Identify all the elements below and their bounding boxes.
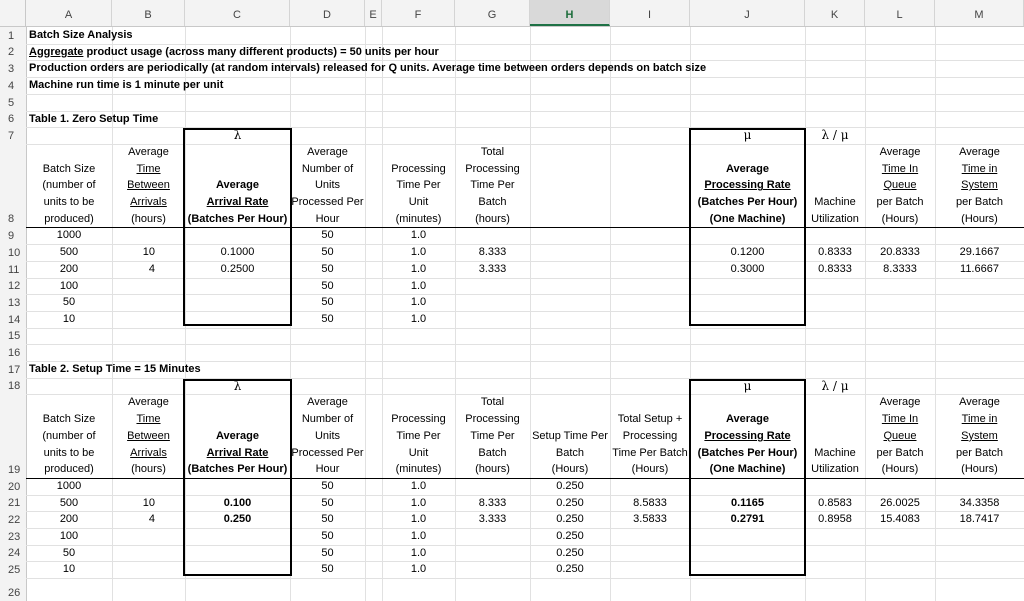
table2-utilization-cell: 0.8958	[818, 513, 852, 526]
table1-avg-time-between-arrivals-line: Average	[128, 145, 169, 158]
table1-avg-units-processed-line: Units	[314, 179, 341, 192]
table2-avg-processing-rate-line: Processing Rate	[704, 429, 791, 442]
row-gridline	[26, 528, 1024, 529]
table1-total-proc-cell: 3.333	[478, 262, 507, 275]
table2-proc-time-unit-cell: 1.0	[410, 479, 427, 492]
table2-total-setup-processing-line: Time Per Batch	[612, 446, 688, 459]
table1-batch-size-line: produced)	[44, 212, 94, 225]
row-header-15[interactable]: 15	[8, 330, 21, 343]
table1-queue-time-cell: 8.3333	[883, 262, 917, 275]
column-header-m[interactable]: M	[935, 0, 1024, 26]
row-header-16[interactable]: 16	[8, 347, 21, 359]
table1-batch-size-cell: 10	[62, 312, 76, 325]
table2-setup-time-cell: 0.250	[556, 546, 584, 559]
column-header-f[interactable]: F	[382, 0, 455, 26]
table1-header-rule	[26, 227, 1024, 228]
table1-proc-time-unit-cell: 1.0	[410, 312, 427, 325]
table1-batch-size-line: Batch Size	[42, 162, 96, 175]
table2-batch-size-cell: 500	[59, 496, 79, 509]
table1-avg-time-between-arrivals-line: Arrivals	[130, 196, 167, 208]
table2-proc-time-unit-cell: 1.0	[410, 496, 427, 509]
table1-machine-utilization-line: Utilization	[811, 212, 859, 225]
table2-processing-rate-box	[689, 379, 806, 576]
row-header-22[interactable]: 22	[8, 514, 21, 526]
header-table2-avg-time-in-system	[935, 394, 1024, 478]
table2-setup-time-cell: 0.250	[556, 530, 584, 542]
row-header-17[interactable]: 17	[8, 363, 21, 376]
row-header-5[interactable]: 5	[8, 96, 15, 109]
header-table1-batch-size	[26, 161, 112, 228]
row-header-26[interactable]: 26	[8, 587, 21, 599]
table2-units-cell: 50	[321, 479, 334, 492]
header-table2-batch-size	[26, 411, 112, 478]
machine-run-time-note: Machine run time is 1 minute per unit	[29, 79, 224, 92]
production-orders-note: Production orders are periodically (at random intervals) released for Q units. Average time between orders depends on batch size	[29, 62, 707, 75]
table2-setup-time-line: Batch	[555, 446, 585, 459]
table1-processing-rate-box	[689, 128, 806, 325]
row-header-8[interactable]: 8	[8, 213, 15, 226]
table1-units-cell: 50	[321, 296, 334, 309]
table1-arrival-rate-cell: 0.2500	[220, 262, 255, 275]
table2-avg-arrival-rate-line: Arrival Rate	[206, 446, 269, 459]
table1-proc-time-unit-cell: 1.0	[410, 246, 427, 259]
table1-time-between-cell: 4	[148, 262, 155, 275]
column-header-l[interactable]: L	[865, 0, 935, 26]
table1-proc-rate-cell: 0.1200	[730, 246, 765, 259]
row-header-18[interactable]: 18	[8, 380, 21, 393]
row-header-12[interactable]: 12	[8, 280, 21, 293]
header-table1-avg-units-processed	[290, 144, 365, 228]
table1-proc-time-unit-cell: 1.0	[410, 229, 427, 242]
table2-batch-size-cell: 200	[59, 513, 79, 526]
table1-total-processing-time-line: Processing	[465, 162, 520, 175]
table1-avg-processing-rate-line: Processing Rate	[704, 179, 791, 192]
row-gridline	[26, 328, 1024, 329]
table2-arrival-rate-cell: 0.100	[223, 496, 252, 509]
table2-batch-size-cell: 1000	[56, 479, 82, 492]
table1-avg-arrival-rate-line: Average	[215, 179, 259, 192]
table1-avg-time-in-system-line: System	[961, 179, 998, 192]
table2-lambda-symbol: λ	[233, 378, 242, 393]
row-header-11[interactable]: 11	[8, 263, 20, 276]
table2-system-time-cell: 34.3358	[959, 496, 1000, 509]
aggregate-word: Aggregate	[29, 45, 84, 58]
table1-avg-time-in-system-line: per Batch	[955, 196, 1004, 208]
row-header-9[interactable]: 9	[8, 230, 15, 243]
table2-proc-time-unit-cell: 1.0	[410, 546, 427, 559]
table2-machine-utilization-line: Machine	[814, 446, 856, 459]
table1-total-processing-time-line: Time Per	[470, 179, 515, 192]
table1-total-proc-cell: 8.333	[478, 246, 507, 259]
table2-batch-size-cell: 50	[62, 546, 76, 559]
table2-batch-size-line: units to be	[43, 446, 95, 459]
table2-avg-processing-rate-line: Average	[725, 413, 769, 426]
table1-processing-time-per-unit-line: Processing	[391, 162, 446, 175]
table2-batch-size-line: (number of	[42, 429, 96, 442]
table1-title: Table 1. Zero Setup Time	[29, 112, 159, 125]
column-header-bar	[0, 0, 1024, 27]
header-table1-total-processing-time	[455, 144, 530, 228]
table2-setup-time-line: (Hours)	[551, 463, 589, 476]
table2-avg-units-processed-line: Average	[307, 396, 348, 409]
table1-lambda-symbol: λ	[233, 128, 242, 143]
table2-avg-processing-rate-line: (One Machine)	[709, 463, 786, 476]
row-gridline	[26, 578, 1024, 579]
header-table1-avg-time-in-queue	[865, 144, 935, 228]
table2-processing-time-per-unit-line: Unit	[408, 446, 429, 459]
row-header-6[interactable]: 6	[8, 113, 15, 126]
table2-avg-time-in-queue-line: per Batch	[876, 446, 924, 459]
row-gridline	[26, 127, 1024, 128]
row-header-7[interactable]: 7	[8, 129, 15, 142]
table1-time-between-cell: 10	[142, 246, 155, 259]
table2-units-cell: 50	[321, 546, 334, 559]
table2-time-between-cell: 4	[148, 513, 155, 526]
row-header-13[interactable]: 13	[8, 296, 21, 309]
select-all-corner[interactable]	[0, 0, 26, 26]
column-header-b[interactable]: B	[112, 0, 185, 26]
table2-proc-rate-cell: 0.2791	[730, 513, 765, 526]
table2-units-cell: 50	[321, 496, 334, 509]
table1-units-cell: 50	[321, 279, 334, 292]
table1-arrival-rate-box	[183, 128, 292, 325]
row-header-25[interactable]: 25	[8, 564, 21, 577]
row-header-10[interactable]: 10	[8, 246, 21, 259]
table1-processing-time-per-unit-line: (minutes)	[395, 212, 442, 225]
table1-proc-time-unit-cell: 1.0	[410, 296, 427, 309]
table1-machine-utilization-line: Machine	[814, 196, 856, 208]
table2-time-between-cell: 10	[142, 496, 155, 509]
table1-batch-size-line: (number of	[42, 179, 96, 192]
header-table1-avg-time-between-arrivals	[112, 144, 185, 228]
table2-units-cell: 50	[321, 530, 334, 542]
table2-utilization-cell: 0.8583	[818, 496, 852, 509]
table1-queue-time-cell: 20.8333	[880, 246, 920, 259]
table2-total-setup-processing-line: Total Setup +	[617, 413, 683, 426]
table1-lambda-over-mu-symbol: λ / μ	[821, 128, 849, 143]
table2-avg-processing-rate-line: (Batches Per Hour)	[697, 446, 798, 459]
table1-avg-processing-rate-line: (Batches Per Hour)	[697, 196, 798, 208]
table1-units-cell: 50	[321, 312, 334, 325]
aggregate-note	[29, 44, 439, 61]
table2-processing-time-per-unit-line: Time Per	[396, 429, 441, 442]
table2-machine-utilization-line: Utilization	[811, 463, 859, 476]
table1-avg-time-between-arrivals-line: (hours)	[131, 212, 166, 225]
table2-queue-time-cell: 15.4083	[880, 513, 920, 526]
table2-avg-time-between-arrivals-line: (hours)	[131, 463, 166, 476]
col-gridline	[365, 27, 366, 601]
table1-batch-size-line: units to be	[43, 196, 95, 208]
table2-total-setup-processing-line: (Hours)	[631, 463, 669, 476]
row-header-gutter	[0, 27, 27, 601]
table2-setup-time-cell: 0.250	[556, 496, 584, 509]
table1-avg-time-between-arrivals-line: Between	[127, 179, 170, 192]
table1-total-processing-time-line: Batch	[478, 196, 507, 208]
header-table1-avg-time-in-system	[935, 144, 1024, 228]
row-header-14[interactable]: 14	[8, 313, 21, 326]
table2-total-proc-cell: 8.333	[478, 496, 507, 509]
row-header-21[interactable]: 21	[8, 497, 21, 510]
table1-system-time-cell: 11.6667	[960, 262, 999, 275]
table2-mu-symbol: μ	[743, 378, 752, 393]
table2-setup-time-line: Setup Time Per	[532, 429, 608, 442]
table1-units-cell: 50	[321, 229, 334, 242]
row-header-3[interactable]: 3	[8, 63, 15, 76]
column-header-h[interactable]: H	[530, 0, 610, 26]
row-gridline	[26, 344, 1024, 345]
table2-avg-time-in-queue-line: Queue	[883, 429, 917, 442]
column-header-j[interactable]: J	[690, 0, 805, 26]
table2-proc-time-unit-cell: 1.0	[410, 513, 427, 526]
table2-avg-units-processed-line: Processed Per	[291, 446, 364, 459]
table1-proc-time-unit-cell: 1.0	[410, 262, 427, 275]
table2-avg-time-in-system-line: Average	[959, 396, 1000, 409]
table1-avg-units-processed-line: Hour	[315, 212, 340, 225]
table2-total-processing-time-line: (hours)	[475, 463, 510, 476]
table2-avg-units-processed-line: Hour	[315, 463, 340, 476]
table1-avg-arrival-rate-line: Arrival Rate	[206, 196, 269, 208]
row-gridline	[26, 294, 1024, 295]
table1-total-processing-time-line: Total	[480, 145, 505, 158]
table1-batch-size-cell: 500	[59, 246, 79, 259]
header-table2-setup-time	[530, 428, 610, 478]
table1-utilization-cell: 0.8333	[818, 246, 852, 259]
table1-avg-units-processed-line: Processed Per	[291, 196, 364, 208]
table1-mu-symbol: μ	[743, 128, 752, 143]
table2-total-processing-time-line: Total	[480, 396, 505, 409]
header-table1-processing-time-per-unit	[382, 161, 455, 228]
table2-avg-arrival-rate-line: Average	[215, 429, 259, 442]
table2-proc-rate-cell: 0.1165	[730, 496, 765, 509]
table2-avg-time-in-system-line: System	[961, 429, 998, 442]
header-table2-avg-units-processed	[290, 394, 365, 478]
table1-avg-arrival-rate-line: (Batches Per Hour)	[187, 212, 288, 225]
table2-batch-size-line: produced)	[44, 463, 94, 476]
column-header-i[interactable]: I	[610, 0, 690, 26]
header-table2-total-processing-time	[455, 394, 530, 478]
row-gridline	[26, 94, 1024, 95]
table2-setup-time-cell: 0.250	[556, 479, 584, 492]
table1-processing-time-per-unit-line: Time Per	[396, 179, 441, 192]
table1-avg-time-in-system-line: Average	[959, 145, 1000, 158]
table2-proc-time-unit-cell: 1.0	[410, 530, 427, 542]
table1-batch-size-cell: 200	[59, 262, 79, 275]
row-gridline	[26, 111, 1024, 112]
column-header-g[interactable]: G	[455, 0, 530, 26]
row-header-19[interactable]: 19	[8, 463, 21, 476]
table1-avg-time-in-queue-line: Time In	[881, 162, 919, 175]
table2-arrival-rate-cell: 0.250	[223, 513, 252, 526]
table1-proc-rate-cell: 0.3000	[730, 262, 765, 275]
table1-avg-time-between-arrivals-line: Time	[136, 162, 161, 175]
column-header-k[interactable]: K	[805, 0, 865, 26]
table2-processing-time-per-unit-line: (minutes)	[395, 463, 442, 476]
table2-batch-size-line: Batch Size	[42, 413, 96, 426]
row-header-4[interactable]: 4	[8, 79, 15, 92]
table2-processing-time-per-unit-line: Processing	[391, 413, 446, 426]
row-header-23[interactable]: 23	[8, 530, 21, 543]
table2-avg-time-between-arrivals-line: Arrivals	[130, 446, 167, 459]
table2-avg-time-between-arrivals-line: Average	[128, 396, 169, 409]
header-table2-avg-time-between-arrivals	[112, 394, 185, 478]
table2-avg-units-processed-line: Number of	[301, 413, 354, 426]
table2-lambda-over-mu-symbol: λ / μ	[821, 378, 849, 393]
table1-avg-units-processed-line: Average	[307, 145, 348, 158]
sheet-title: Batch Size Analysis	[29, 29, 133, 41]
table2-avg-time-between-arrivals-line: Time	[136, 413, 161, 426]
table2-total-setup-processing-line: Processing	[622, 429, 678, 442]
table1-avg-time-in-system-line: (Hours)	[961, 212, 998, 225]
aggregate-text: product usage (across many different products) = 50 units per hour	[83, 45, 439, 58]
row-header-1[interactable]: 1	[8, 29, 15, 42]
table1-avg-time-in-queue-line: Queue	[883, 179, 917, 192]
header-table2-avg-time-in-queue	[865, 394, 935, 478]
table2-total-setup-proc-cell: 3.5833	[633, 513, 667, 526]
table2-setup-time-cell: 0.250	[556, 563, 584, 576]
table2-avg-time-in-queue-line: Time In	[881, 413, 919, 426]
table2-avg-arrival-rate-line: (Batches Per Hour)	[187, 463, 288, 476]
table2-avg-time-in-queue-line: (Hours)	[881, 463, 919, 476]
table1-batch-size-cell: 50	[62, 296, 76, 309]
header-table2-processing-time-per-unit	[382, 411, 455, 478]
row-header-2[interactable]: 2	[8, 46, 15, 59]
column-header-a[interactable]: A	[26, 0, 112, 26]
table2-system-time-cell: 18.7417	[959, 513, 1000, 526]
table1-system-time-cell: 29.1667	[959, 246, 1000, 259]
table2-setup-time-cell: 0.250	[556, 513, 584, 526]
table1-avg-time-in-queue-line: per Batch	[876, 196, 924, 208]
table1-units-cell: 50	[321, 246, 334, 259]
table1-avg-time-in-queue-line: (Hours)	[881, 212, 919, 225]
table2-total-setup-proc-cell: 8.5833	[633, 496, 667, 509]
table2-units-cell: 50	[321, 563, 334, 576]
table2-arrival-rate-box	[183, 379, 292, 576]
row-header-24[interactable]: 24	[8, 547, 21, 560]
row-gridline	[26, 378, 1024, 379]
table2-header-rule	[26, 478, 1024, 479]
table2-avg-time-in-system-line: Time in	[961, 413, 998, 426]
table2-batch-size-cell: 100	[59, 530, 79, 542]
header-table1-machine-utilization	[805, 194, 865, 227]
table1-avg-processing-rate-line: (One Machine)	[709, 212, 786, 225]
table2-total-processing-time-line: Processing	[465, 413, 520, 426]
table1-avg-time-in-queue-line: Average	[879, 145, 921, 158]
table2-title: Table 2. Setup Time = 15 Minutes	[29, 363, 201, 375]
table2-total-proc-cell: 3.333	[478, 513, 507, 526]
table2-batch-size-cell: 10	[62, 563, 76, 576]
header-table2-machine-utilization	[805, 445, 865, 478]
table1-utilization-cell: 0.8333	[818, 262, 852, 275]
table1-batch-size-cell: 100	[59, 279, 79, 292]
column-header-e[interactable]: E	[365, 0, 382, 26]
table1-arrival-rate-cell: 0.1000	[220, 246, 255, 259]
table1-proc-time-unit-cell: 1.0	[410, 279, 427, 292]
row-gridline	[26, 545, 1024, 546]
table2-avg-time-in-queue-line: Average	[879, 396, 921, 409]
table2-avg-time-in-system-line: (Hours)	[961, 463, 998, 476]
table2-avg-time-in-system-line: per Batch	[955, 446, 1004, 459]
column-header-c[interactable]: C	[185, 0, 290, 26]
table1-avg-units-processed-line: Number of	[301, 162, 354, 175]
table2-queue-time-cell: 26.0025	[880, 496, 920, 509]
header-table2-total-setup-processing	[610, 411, 690, 478]
table2-units-cell: 50	[321, 513, 334, 526]
table2-avg-units-processed-line: Units	[314, 429, 341, 442]
table2-total-processing-time-line: Batch	[478, 446, 507, 459]
row-gridline	[26, 311, 1024, 312]
table2-proc-time-unit-cell: 1.0	[410, 563, 427, 576]
table1-total-processing-time-line: (hours)	[475, 212, 510, 225]
table2-total-processing-time-line: Time Per	[470, 429, 515, 442]
row-gridline	[26, 278, 1024, 279]
row-gridline	[26, 561, 1024, 562]
table1-avg-time-in-system-line: Time in	[961, 162, 998, 175]
table1-avg-processing-rate-line: Average	[725, 162, 769, 175]
column-header-d[interactable]: D	[290, 0, 365, 26]
table1-batch-size-cell: 1000	[56, 229, 82, 242]
row-header-20[interactable]: 20	[8, 480, 21, 493]
table2-avg-time-between-arrivals-line: Between	[127, 429, 170, 442]
table1-units-cell: 50	[321, 262, 334, 275]
table1-processing-time-per-unit-line: Unit	[408, 196, 429, 208]
